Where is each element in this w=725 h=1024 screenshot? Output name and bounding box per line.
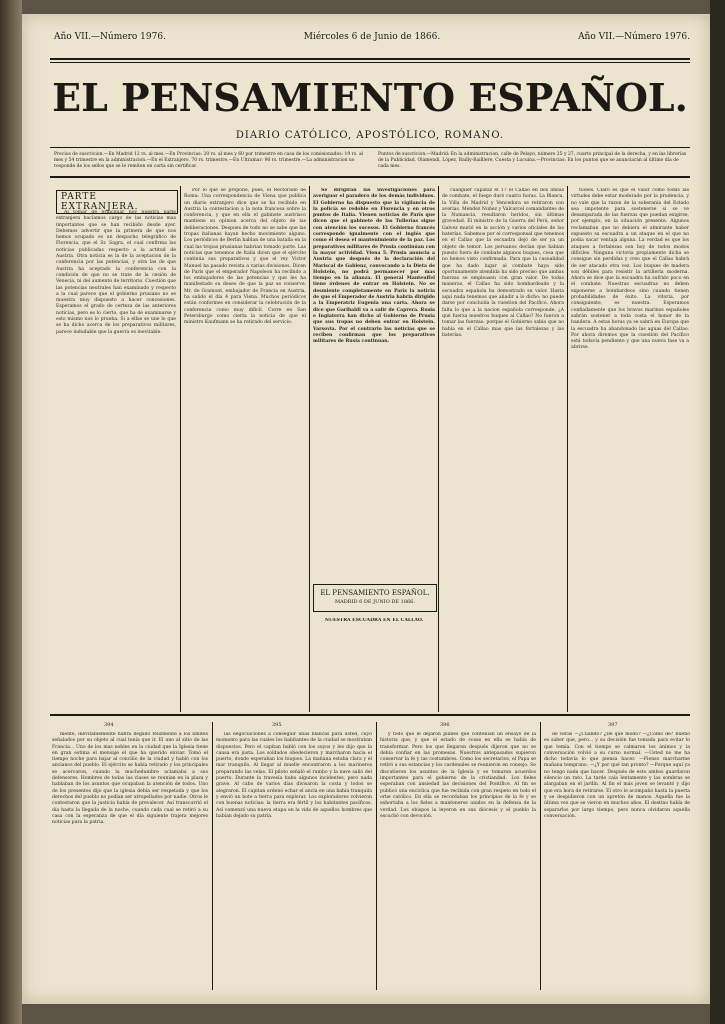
column-5-text: tiones. Claro es que el valor como todas las virtudes debe estar moderado por la prudencia, y no vale que la razon de la soberanía del Estado sea impotente para sostenerse si se ve desamparada de las fuerzas que puedan exigirse, por ejemplo, en la situación presente. Algunos reclamaban que no debiera el almirante haber expuesto su escuadra a un ataque en el que no podia sacar ventaja alguna. La verdad es que los ataques a fortalezas son hoy de todos modos difíciles. Ninguna victoria propiamente dicha se consigue sin perdidas y creo que el Callao habrá de ser atacado otra vez. Los buques de madera son débiles para resistir la artillería moderna. Ahora se dice que la escuadra ha sufrido poco en el combate. Nuestras escuadras no deben exponerse a bombardeos sino cuando tienen probabilidades de éxito. La vitoria, por consiguiente, es nuestra. Esperamos confiadamente que los bravos marinos españoles sabrán sostener a toda costa el honor de la bandera. A estas horas ya se sabrá en Europa que la escuadra ha abandonado las aguas del Callao. Por ahora diremos que la cuestión del Pacífico está todavía pendiente y que una nueva fase va a abrirse.	[571, 188, 689, 351]
right-edge	[710, 0, 725, 1024]
feuilleton-column-2	[216, 732, 372, 990]
section-foreign-header: PARTE EXTRANJERA.	[56, 190, 178, 214]
local-section-date: MADRID 6 DE JUNIO DE 1866.	[335, 599, 415, 605]
book-binding	[0, 0, 22, 1024]
column-separator	[376, 722, 377, 990]
sub-rule-bottom	[50, 176, 690, 178]
column-separator	[309, 186, 310, 712]
column-3	[313, 188, 435, 578]
page-number: 397	[608, 722, 618, 728]
column-separator	[438, 186, 439, 712]
feuilleton-text: de veras —¿Cuándo? ¿De qué modo? —¿Cómo de? Bueno es saber que, pero... y su decisión fue tomada para evitar lo que temía. Con el tiempo se calmaron los ánimos y la conversación volvió a su curso normal. —Usted no me ha dicho todavía lo que piensa hacer. —Pienso marcharme mañana temprano. —¿Y por qué tan pronto? —Porque aquí ya no tengo nada que hacer. Después de esto ambos guardaron silencio un rato. La tarde caía lentamente y las sombras se alargaban en el jardín. Al fin el más joven se levantó y dijo que era hora de retirarse. El otro le acompañó hasta la puerta y se despidieron con un apretón de manos. Aquella fue la última vez que se vieron en muchos años. El destino había de separarlos por largo tiempo, pero nunca olvidaron aquella conversación.	[544, 732, 690, 819]
local-section-box	[313, 584, 437, 612]
feuilleton-text: las negociaciones a conseguir unas blancas para usted, cuyo momento para las cuales los habitantes de la ciudad se mostraban dispuestos. Pero el capitan habló con los suyos y les dijo que la causa era justa. Los soldados obedecieron y marcharon hacia el puerto, donde esperaban los buques. La mañana estaba clara y el mar tranquilo. Al llegar al muelle encontraron a los marineros preparando las velas. El piloto señaló el rumbo y la nave salió del puerto. Durante la travesía hubo algunos incidentes, pero nada grave. Al cabo de varios días divisaron la costa y todos se alegraron. El capitan ordenó echar el ancla en una bahía tranquila y envió un bote a tierra para explorar. Los exploradores volvieron con buenas noticias: la tierra era fértil y los habitantes pacíficos. Así comenzó una nueva etapa en la vida de aquellos hombres que habían dejado su patria.	[216, 732, 372, 819]
sub-rule-top	[50, 147, 690, 148]
page-number: 395	[272, 722, 282, 728]
callao-heading: NUESTRA ESCUADRA EN EL CALLAO.	[324, 618, 424, 623]
page-number: 394	[104, 722, 114, 728]
subscription-prices: Precios de suscricion.—En Madrid 12 rs. al mes.—En Provincias: 20 rs. al mes y 60 por trimestre en casa de los comisionados: 19 rs. al mes y 54 trimestre en la administracion.—En el Extranjero, 70 rs. trimestre.—En Ultramar: 90 rs. trimestre.—La administracion no responde de los sellos que se le remiten en carta sin certificar.	[54, 152, 364, 169]
column-1	[56, 210, 176, 710]
column-4	[442, 188, 564, 710]
column-separator	[180, 186, 181, 712]
top-rule-thin	[50, 62, 690, 63]
feuilleton-text: y todo que le dejaron planes que contenían un ensayo de la historia que, y que el estado de cosas en ella se había de transformar. Pero los que llegaron después dijeron que no se debía confiar en las promesas. Nuestros antepasados supieron conservar la fe y las costumbres. Como los secretarios, el Papa se retiró a sus estancias y los cardenales se reunieron en consejo. Se discutieron los asuntos de la Iglesia y se tomaron acuerdos importantes para el gobierno de la cristiandad. Los fieles esperaban con ansiedad las decisiones del Pontífice. Al fin se publicó una encíclica que fue recibida con gran respeto en todo el orbe católico. En ella se recordaban los principios de la fe y se exhortaba a los fieles a mantenerse unidos en la defensa de la verdad. Los obispos la leyeron en sus diócesis y el pueblo la escuchó con devoción.	[380, 732, 536, 819]
column-3-bottom	[313, 618, 435, 710]
page-number: 396	[440, 722, 450, 728]
feuilleton-column-3	[380, 732, 536, 990]
feuilleton-text: mente, inevitablemente habrá llegado felizmente a los límites señalados por su objeto al cual tenía que ir. El uno al sitio de las Francia... Uno de los mas nobles en la ciudad que la Iglesia tiene en gran estima el mensaje el que ha querido enviar. Tomó el tiempo noche para bajar al concilio de la ciudad y habló con los ancianos del pueblo. El ejército se había retirado y los principales se acercaron, cuando la muchedumbre aclamaba a sus defensores. Hombres de todas las clases se reunían en la plaza y hablaban de los asuntos que ocupaban la atención de todos. Uno de los presentes dijo que la iglesia debía ser respetada y que los derechos del pueblo no podían ser atropellados por nadie. Otros le contestaron que la justicia había de prevalecer. Así transcurrió el día hasta la llegada de la noche, cuando cada cual se retiró a su casa con la esperanza de que el día siguiente trajera mejores noticias para la patria.	[52, 732, 208, 826]
column-5	[571, 188, 689, 710]
column-1-text: Al tomar de principiar hoy nuestra parte extranjera hacíamos cargo de las noticias mas importantes que se han recibido desde ayer. Debemos advertir que la primera de que nos hemos ocupado es un despacho telegráfico de Florencia, que el Sr. Sagra, el cual confirma las noticias publicadas respecto a la actitud de Austria. Otra noticia es la de la aceptacion de la conferencia por las potencias, y otra las de que Austria ha aceptado la conferencia con la condición de que no se trate de la cesión de Venecia, ni del aumento de territorio. Cuestión que las potencias neutrales han examinado y respecto a la cual parece que el gobierno prusiano no se muestra muy dispuesto a hacer concesiones. Esperamos el grado de certeza de las anteriores noticias, pero es lo cierto, que ha de examinarse y esto mismo nos lo prueba. Si a ellas se une lo que se ha dicho acerca de los preparativos militares, parece indudable que la guerra es inevitable.	[56, 210, 176, 335]
column-separator	[567, 186, 568, 712]
column-separator	[212, 722, 213, 990]
column-2-text: Por lo que se propone, pues, el Rectorado de Roma: Una correspondencia de Viena que publica un diario extranjero dice que se ha recibido en Austria la contestacion a la nota francesa sobre la conferencia, y que en ella el gabinete austriaco mantiene su opinion acerca del objeto de las deliberaciones. Despues de todo no se sabe que las tropas italianas hayan hecho movimiento alguno. Los periódicos de Berlin hablan de una batalla en la cual las tropas prusianas habrian tomado parte. Las noticias que tenemos de Italia dicen que el ejército continúa sus preparativos y que el rey Victor Manuel ha pasado revista a varias divisiones. Dicen de París que el emperador Napoleon ha recibido a los embajadores de las potencias y que les ha manifestado su deseo de que la paz se conserve. Mr. de Gramont, embajador de Francia en Austria, ha salido el día 4 para Viena. Muchos periódicos están conformes en considerar la celebración de la conferencia como muy dificil. Corre en San Petersburgo como cierta la noticia de que el ministro Kaufmann se ha retirado del servicio.	[184, 188, 306, 326]
column-2	[184, 188, 306, 710]
column-4-text: cualquier capataz el 17 el Callao en dos líneas de combate, el fuego duró cuatro horas. La Blanca, la Villa de Madrid y Vencedora se retiraron con averías. Mendez Nuñez y Valcarcel comandantes de la Numancia, resultaron heridos, sin últimas gravedad. El ministro de la Guerra del Perú, señor Galvez murió en la acción y varios oficiales de las baterías. Sabemos por el corresponsal que tenemos en el Callao que la escuadra dejó de ser ya un objeto de temor. Los peruanos decían que habian puesto fuera de combate algunos buques, cosa que no hemos visto confirmada. Para que la casualidad que ha dado lugar al combate haya sido oportunamente atendida ha sido preciso que ambas fuerzas se empleasen con gran valor. De todas maneras, el Callao ha sido bombardeado y la escuadra española ha demostrado su valor. Hasta aquí nada tenemos que añadir a lo dicho; no puede darse por concluida la cuestion del Pacífico. Ahora falta lo que a la nacion española corresponde. ¿A qué fuerza nuestros buques al Callao? No fueron a tomar las fuerzas: porque el Gobierno sabia que no había en el Callao mas que las fortalezas y las baterías.	[442, 188, 564, 338]
feuilleton-column-1	[52, 732, 208, 990]
column-separator	[540, 722, 541, 990]
feuilleton-column-4	[544, 732, 690, 990]
masthead-subtitle: DIARIO CATÓLICO, APOSTÓLICO, ROMANO.	[235, 130, 505, 141]
masthead-title: EL PENSAMIENTO ESPAÑOL.	[52, 75, 688, 120]
subscription-points: Puntos de suscricion.—Madrid: En la administracion, calle de Pelayo, número 25 y 27, cuarto principal de la derecha, y en las librerías de la Publicidad, Olamendi, López, Bailly-Bailliere, Cuesta y Lucuina.—Provincias: En los puntos que se anunciarán al último día de cada mes.	[378, 152, 687, 169]
column-3-text: Se dirigirán las investigaciones para averiguar el paradero de los demás individuos. El Gobierno ha dispuesto que la vigilancia de la policía se redoble en Florencia y en otros puntos de Italia. Vienen noticias de París que dicen que el gabinete de las Tullerías sigue con atención los sucesos. El Gobierno francés corresponde igualmente con el inglés que como él desea el mantenimiento de la paz. Los preparativos militares de Prusia continúan con la mayor actividad. Viena 5. Prusia anuncia a Austria que después de la declaración del Mariscal de Gablenz, convocando a la Dieta de Holstein, no podrá permanecer por mas tiempo en la alianza. El general Manteuffel tiene órdenes de entrar en Holstein. No se desmiente completamente en París la noticia de que el Emperador de Austria habria dirigido a la Emperatriz Eugenia una carta. Ahora se dice que Garibaldi va a salir de Caprera. Rusia e Inglaterra han dicho al Gobierno de Prusia que sus tropas no deben entrar en Holstein. Varsovia. Por el contrario las noticias que se reciben confirman que los preparativos militares de Rusia continuan.	[313, 188, 435, 345]
top-rule	[50, 58, 690, 60]
issue-left: Año VII.—Número 1976.	[54, 32, 166, 42]
issue-right: Año VII.—Número 1976.	[578, 32, 690, 42]
issue-date: Miércoles 6 de Junio de 1866.	[303, 32, 441, 42]
local-section-title: EL PENSAMIENTO ESPAÑOL.	[320, 589, 430, 597]
feuilleton-rule	[50, 714, 690, 716]
